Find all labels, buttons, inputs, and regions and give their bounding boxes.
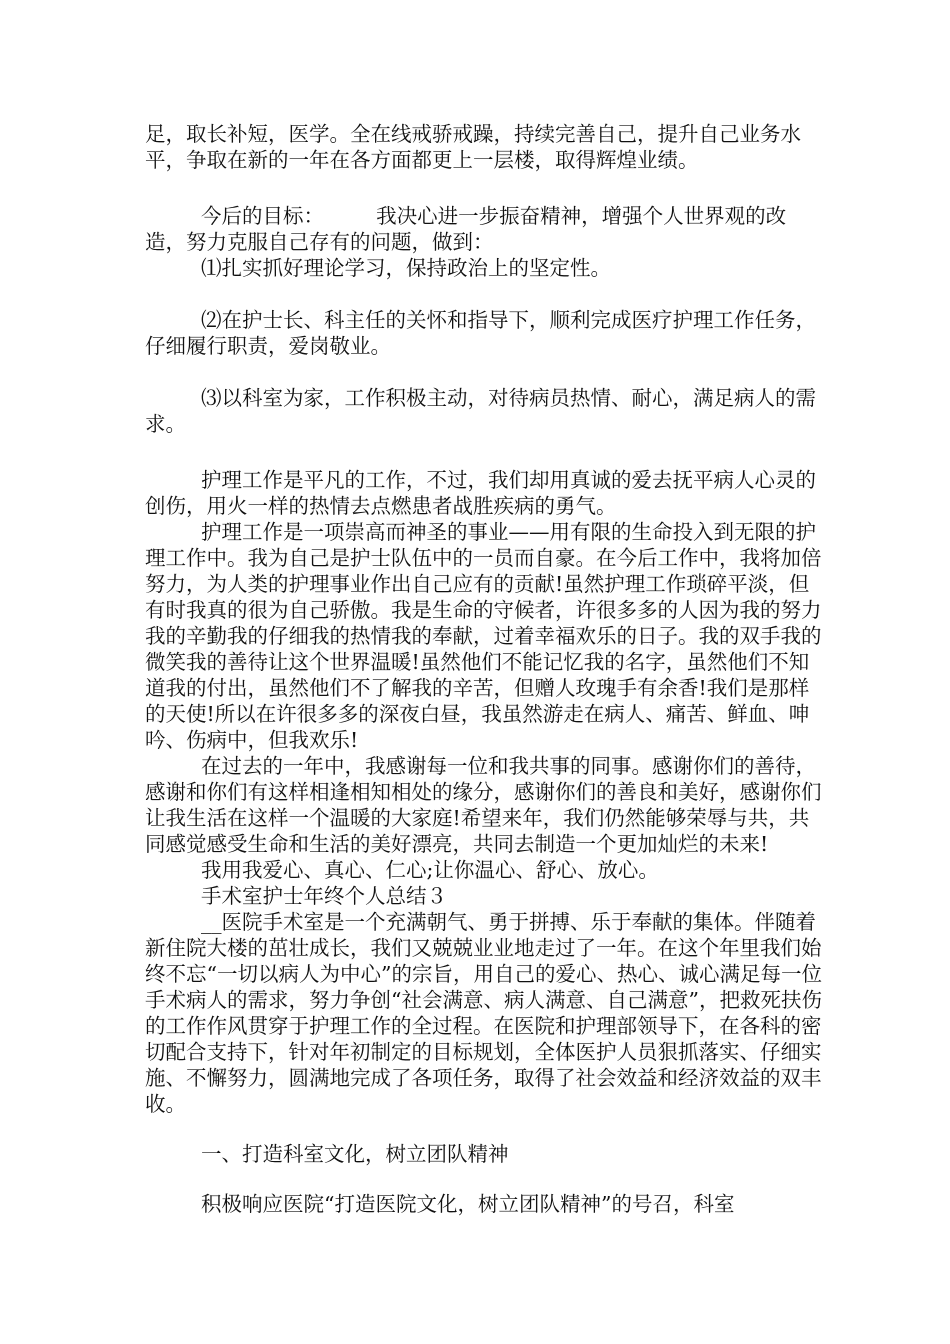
list-item-2: ⑵在护士长、科主任的关怀和指导下，顺利完成医疗护理工作任务，仔细履行职责，爱岗敬业。: [145, 308, 816, 358]
paragraph-or-summary: __医院手术室是一个充满朝气、勇于拼搏、乐于奉献的集体。伴随着新住院大楼的茁壮成长，我们又兢兢业业地走过了一年。在这个年里我们始终不忘“一切以病人为中心”的宗旨，用自己的爱心、热心、诚心满足每一位手术病人的需求，努力争创“社会满意、病人满意、自己满意”，把救死扶伤的工作作风贯穿于护理工作的全过程。在医院和护理部领导下，在各科的密切配合支持下，针对年初制定的目标规划，全体医护人员狠抓落实、仔细实施、不懈努力，圆满地完成了各项任务，取得了社会效益和经济效益的双丰收。: [145, 910, 822, 1116]
paragraph-motto: 我用我爱心、真心、仁心;让你温心、舒心、放心。: [201, 858, 659, 882]
section-title: 手术室护士年终个人总结３: [201, 884, 447, 908]
paragraph-goals: 今后的目标： 我决心进一步振奋精神，增强个人世界观的改造，努力克服自己存有的问题，做到：: [145, 204, 787, 254]
heading-culture: 一、打造科室文化，树立团队精神: [201, 1142, 509, 1166]
paragraph-thanks: 在过去的一年中，我感谢每一位和我共事的同事。感谢你们的善待，感谢和你们有这样相逢相知相处的缘分，感谢你们的善良和美好，感谢你们让我生活在这样一个温暖的大家庭!希望来年，我们仍然能够荣辱与共，共同感觉感受生命和生活的美好漂亮，共同去制造一个更加灿烂的未来!: [145, 754, 822, 856]
paragraph-nursing-work: 护理工作是平凡的工作，不过，我们却用真诚的爱去抚平病人心灵的创伤，用火一样的热情去点燃患者战胜疾病的勇气。: [145, 468, 816, 518]
paragraph-culture: 积极响应医院“打造医院文化，树立团队精神”的号召，科室: [201, 1192, 735, 1216]
paragraph-nursing-career: 护理工作是一项崇高而神圣的事业——用有限的生命投入到无限的护理工作中。我为自己是护士队伍中的一员而自豪。在今后工作中，我将加倍努力，为人类的护理事业作出自己应有的贡献!虽然护理工作琐碎平淡，但有时我真的很为自己骄傲。我是生命的守候者，许很多多的人因为我的努力我的辛勤我的仔细我的热情我的奉献，过着幸福欢乐的日子。我的双手我的微笑我的善待让这个世界温暖!虽然他们不能记忆我的名字，虽然他们不知道我的付出，虽然他们不了解我的辛苦，但赠人玫瑰手有余香!我们是那样的天使!所以在许很多多的深夜白昼，我虽然游走在病人、痛苦、鲜血、呻吟、伤病中，但我欢乐!: [145, 520, 822, 752]
list-item-1: ⑴扎实抓好理论学习，保持政治上的坚定性。: [201, 256, 611, 280]
paragraph-continuation: 足，取长补短，医学。全在线戒骄戒躁，持续完善自己，提升自己业务水平，争取在新的一年在各方面都更上一层楼，取得辉煌业绩。: [145, 122, 801, 172]
document-page: [145, 121, 825, 1217]
list-item-3: ⑶以科室为家，工作积极主动，对待病员热情、耐心，满足病人的需求。: [145, 386, 816, 436]
